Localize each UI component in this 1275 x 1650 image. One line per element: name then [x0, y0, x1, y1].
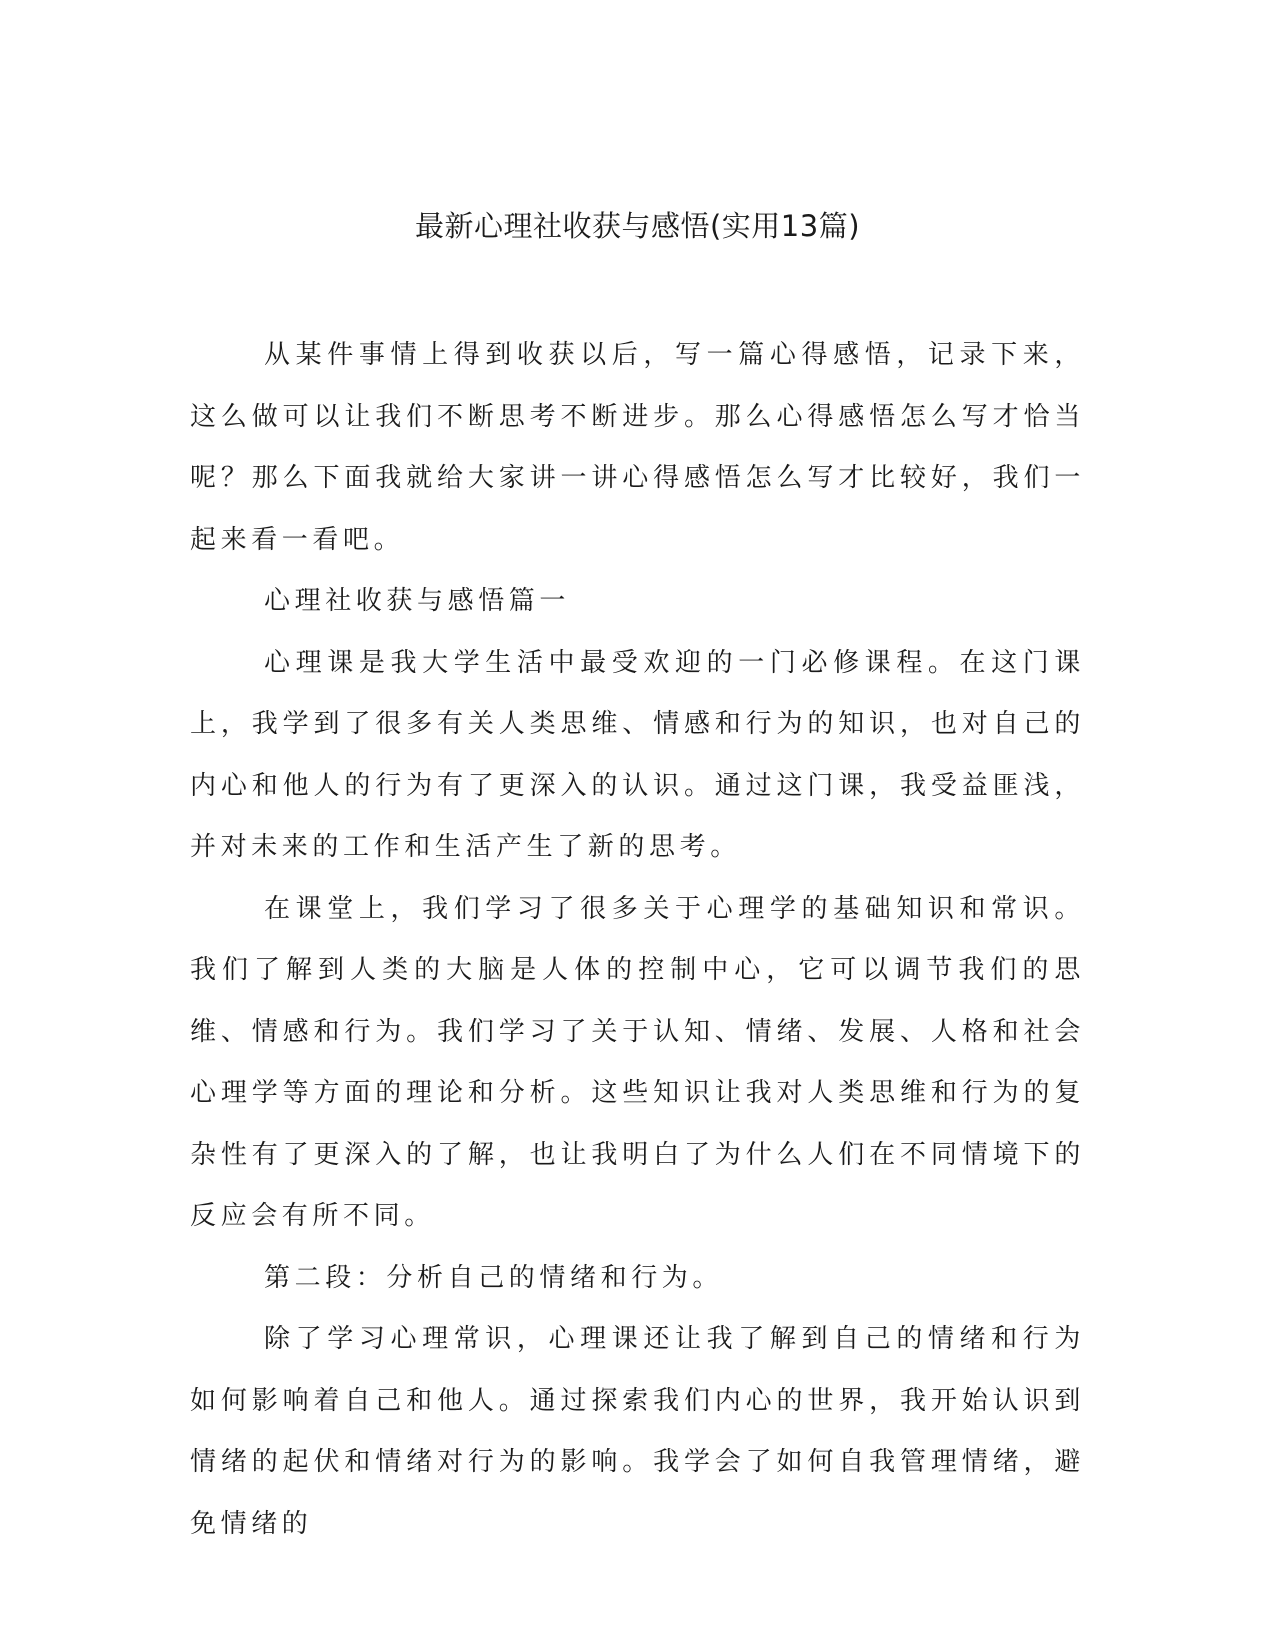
intro-paragraph: 从某件事情上得到收获以后，写一篇心得感悟，记录下来，这么做可以让我们不断思考不断进步。那么心得感悟怎么写才恰当呢？那么下面我就给大家讲一讲心得感悟怎么写才比较好，我们一起来看一看吧。	[190, 340, 1085, 555]
body-paragraph: 除了学习心理常识，心理课还让我了解到自己的情绪和行为如何影响着自己和他人。通过探索我们内心的世界，我开始认识到情绪的起伏和情绪对行为的影响。我学会了如何自我管理情绪，避免情绪的	[190, 1324, 1085, 1539]
body-paragraph: 心理课是我大学生活中最受欢迎的一门必修课程。在这门课上，我学到了很多有关人类思维、情感和行为的知识，也对自己的内心和他人的行为有了更深入的认识。通过这门课，我受益匪浅，并对未来的工作和生活产生了新的思考。	[190, 647, 1085, 862]
section-heading: 心理社收获与感悟篇一	[264, 586, 571, 616]
document-body	[190, 325, 1085, 1555]
subsection-heading: 第二段：分析自己的情绪和行为。	[264, 1262, 724, 1293]
body-paragraph: 在课堂上，我们学习了很多关于心理学的基础知识和常识。我们了解到人类的大脑是人体的控制中心，它可以调节我们的思维、情感和行为。我们学习了关于认知、情绪、发展、人格和社会心理学等方面的理论和分析。这些知识让我对人类思维和行为的复杂性有了更深入的了解，也让我明白了为什么人们在不同情境下的反应会有所不同。	[190, 893, 1085, 1231]
document-title: 最新心理社收获与感悟(实用13篇)	[414, 209, 861, 243]
